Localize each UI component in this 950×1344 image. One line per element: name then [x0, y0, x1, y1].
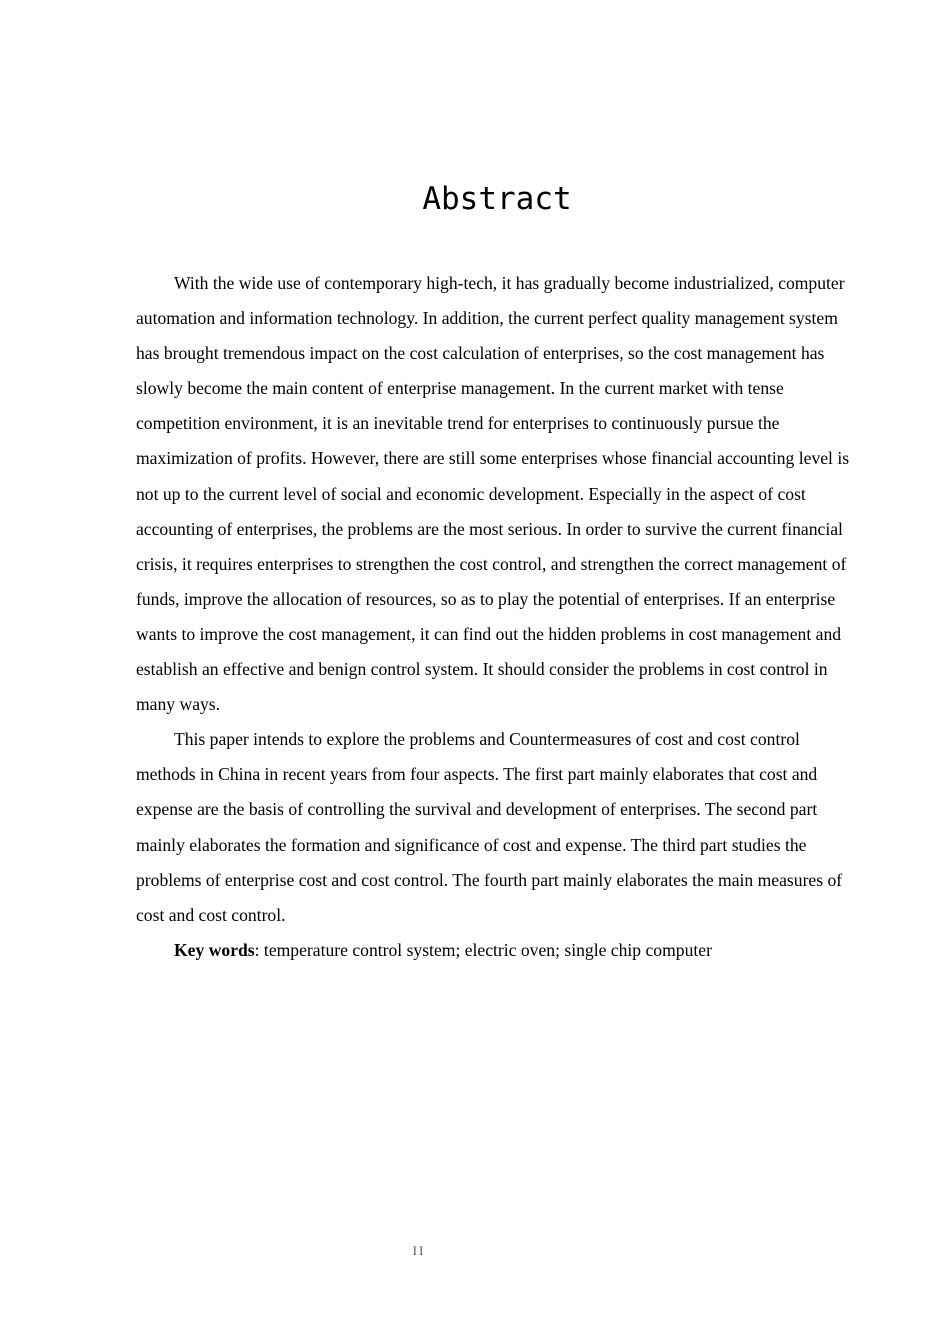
- keywords-label: Key words: [174, 939, 255, 960]
- page-title: Abstract: [422, 181, 572, 217]
- page-number: II: [412, 1243, 426, 1258]
- abstract-body: [136, 266, 862, 968]
- abstract-paragraph-1: With the wide use of contemporary high-tech, it has gradually become industrialized, computer automation and information technology. In addition, the current perfect quality management system has brought tremendous impact on the cost calculation of enterprises, so the cost management has slowly become the main content of enterprise management. In the current market with tense competition environment, it is an inevitable trend for enterprises to continuously pursue the maximization of profits. However, there are still some enterprises whose financial accounting level is not up to the current level of social and economic development. Especially in the aspect of cost accounting of enterprises, the problems are the most serious. In order to survive the current financial crisis, it requires enterprises to strengthen the cost control, and strengthen the correct management of funds, improve the allocation of resources, so as to play the potential of enterprises. If an enterprise wants to improve the cost management, it can find out the hidden problems in cost management and establish an effective and benign control system. It should consider the problems in cost control in many ways.: [136, 273, 850, 715]
- keywords-value: : temperature control system; electric oven; single chip computer: [254, 939, 712, 960]
- keywords-line: [136, 933, 862, 968]
- abstract-paragraph-2: This paper intends to explore the problems and Countermeasures of cost and cost control methods in China in recent years from four aspects. The first part mainly elaborates that cost and expense are the basis of controlling the survival and development of enterprises. The second part mainly elaborates the formation and significance of cost and expense. The third part studies the problems of enterprise cost and cost control. The fourth part mainly elaborates the main measures of cost and cost control.: [136, 729, 843, 925]
